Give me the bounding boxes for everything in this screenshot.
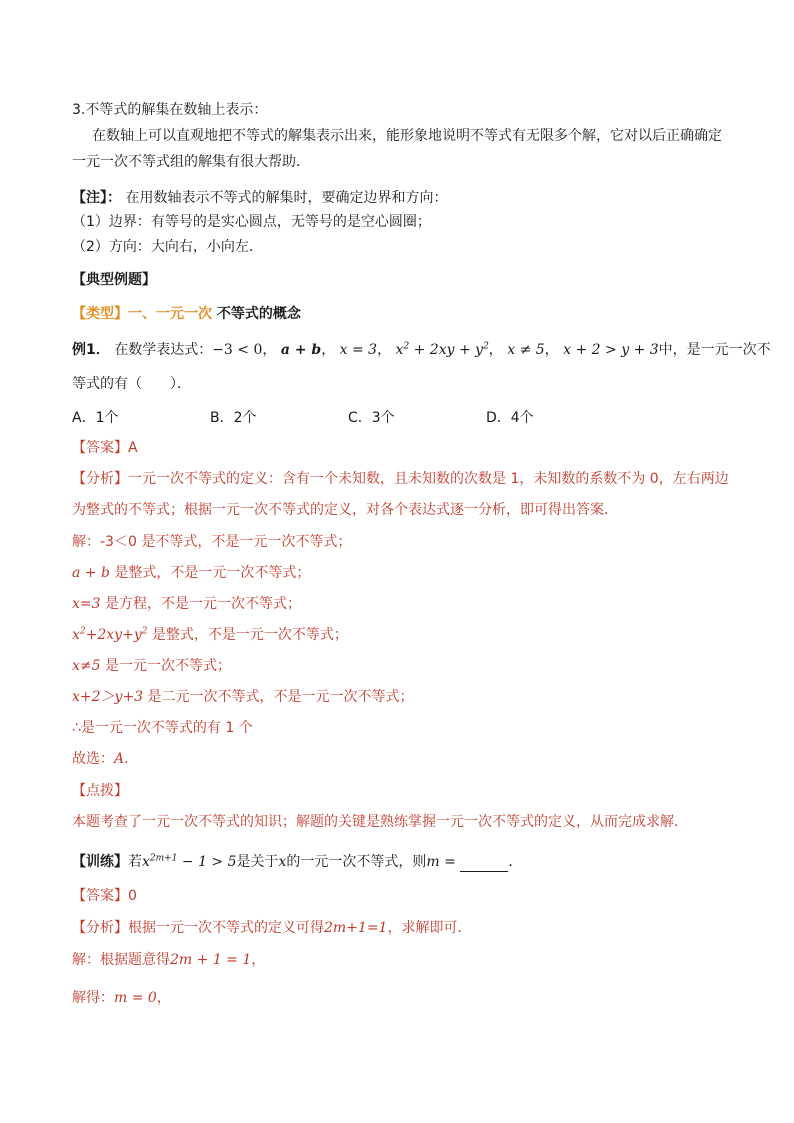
analysis1-label: 【分析】 — [72, 471, 128, 487]
solution2-line1: 解：根据题意得2m + 1 = 1， — [72, 952, 266, 968]
note-text: 在用数轴表示不等式的解集时，要确定边界和方向： — [125, 190, 448, 206]
example1-expr5: x ≠ 5 — [507, 342, 545, 358]
type-bracket: 【类型】 — [72, 306, 128, 322]
option-c: C．3个 — [348, 410, 395, 426]
section-paragraph-line1: 在数轴上可以直观地把不等式的解集表示出来，能形象地说明不等式有无限多个解，它对以后正确确定 — [92, 128, 722, 144]
dianbo-text: 本题考查了一元一次不等式的知识；解题的关键是熟练掌握一元一次不等式的定义，从而完成求解． — [72, 814, 688, 830]
solution1-line6: x+2＞y+3 是二元一次不等式，不是一元一次不等式； — [72, 689, 414, 705]
option-b: B．2个 — [210, 410, 257, 426]
example1-expr6: x + 2 > y + 3 — [563, 342, 659, 358]
example1-intro: 在数学表达式： — [114, 342, 213, 358]
option-d: D．4个 — [486, 410, 534, 426]
training-expr: $x^{2m+1} - 1 > 5$ — [142, 853, 237, 870]
solution1-line3: x=3 是方程，不是一元一次不等式； — [72, 596, 301, 612]
solution2-line2: 解得：m = 0， — [72, 990, 171, 1006]
solution1-line4: $x^2+2xy+y^2$ 是整式，不是一元一次不等式； — [72, 626, 348, 643]
answer2: 【答案】0 — [72, 888, 137, 904]
option-a: A．1个 — [72, 410, 119, 426]
analysis2: 【分析】根据一元一次不等式的定义可得2m+1=1，求解即可． — [72, 920, 472, 936]
example1-options — [72, 408, 624, 428]
section-title: 3.不等式的解集在数轴上表示： — [72, 102, 268, 118]
type-heading-part2: 不等式的概念 — [216, 306, 301, 322]
training-label: 【训练】 — [72, 854, 128, 870]
solution1-line2: a + b 是整式，不是一元一次不等式； — [72, 565, 311, 581]
answer1-label: 【答案】 — [72, 440, 128, 456]
note-item-2: （2）方向：大向右，小向左． — [72, 239, 263, 255]
solution1-line8: 故选：A. — [72, 751, 129, 767]
answer-blank — [460, 857, 508, 872]
answer1-value: A — [128, 440, 138, 456]
dianbo-label: 【点拨】 — [72, 783, 128, 799]
example1-question-line2: 等式的有（ ）． — [72, 376, 191, 392]
training-question: 【训练】若$x^{2m+1} - 1 > 5$是关于x的一元一次不等式，则m = ． — [72, 853, 523, 870]
examples-heading: 【典型例题】 — [72, 272, 156, 288]
solution1-line7: ∴是一元一次不等式的有 1 个 — [72, 720, 253, 736]
example1-expr2: a + b — [280, 342, 322, 358]
section-paragraph-line2: 一元一次不等式组的解集有很大帮助． — [72, 154, 310, 170]
type-heading — [72, 304, 301, 324]
example1-question-line1: 例1． 在数学表达式：−3 < 0， a + b， x = 3， $x^2 + 2xy + y^2$， x ≠ 5， x + 2 > y + 3中，是一元一次不 — [72, 341, 771, 358]
note-item-1: （1）边界：有等号的是实心圆点，无等号的是空心圆圈； — [72, 214, 431, 230]
example1-label: 例1． — [72, 342, 110, 358]
note-label: 【注】： — [72, 190, 121, 206]
example1-tail: 中，是一元一次不 — [658, 342, 771, 358]
example1-expr4: $x^2 + 2xy + y^2$ — [395, 341, 489, 358]
answer1 — [72, 438, 138, 458]
analysis1-line2: 为整式的不等式；根据一元一次不等式的定义，对各个表达式逐一分析，即可得出答案． — [72, 502, 618, 518]
solution1-line1: 解：-3＜0 是不等式，不是一元一次不等式； — [72, 534, 352, 550]
type-heading-part1: 一、一元一次 — [128, 306, 212, 322]
solution1-line5: x≠5 是一元一次不等式； — [72, 658, 231, 674]
analysis1-line1: 【分析】一元一次不等式的定义：含有一个未知数，且未知数的次数是 1，未知数的系数不为 0，左右两边 — [72, 471, 729, 487]
example1-expr3: x = 3 — [339, 342, 378, 358]
example1-expr1: −3 < 0 — [212, 342, 263, 358]
note-block — [72, 188, 447, 208]
